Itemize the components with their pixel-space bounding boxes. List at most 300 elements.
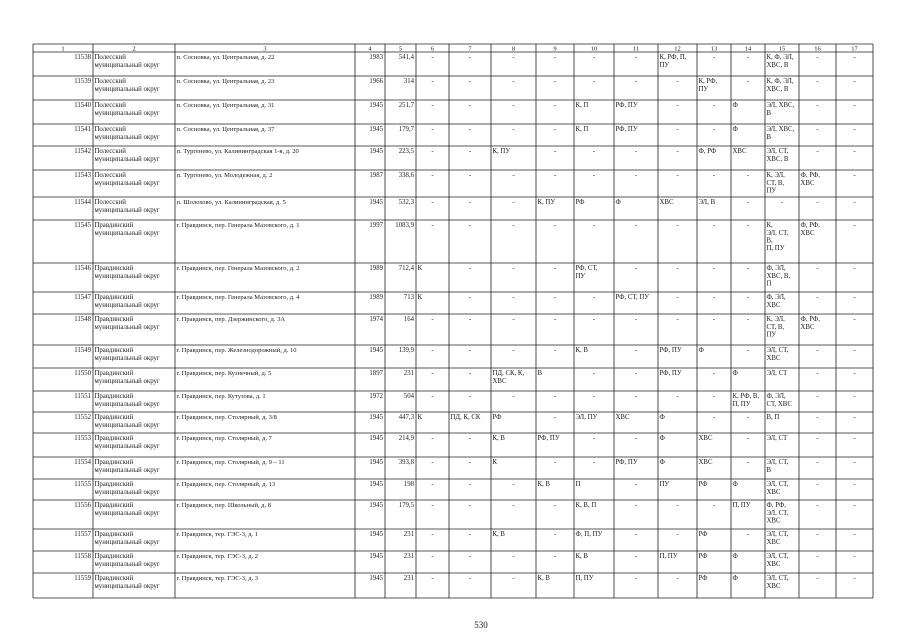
municipality: Правдинский <box>94 575 134 583</box>
municipality: муниципальный округ <box>94 85 160 93</box>
area: 712,4 <box>398 265 414 273</box>
col-12: - <box>676 78 679 86</box>
col-16: - <box>816 347 819 355</box>
col-14: - <box>746 435 750 443</box>
col-13: - <box>712 294 716 302</box>
municipality: Полесский <box>94 172 126 180</box>
col-16: - <box>816 414 819 422</box>
col-13: ХВС <box>698 435 713 443</box>
col-11: - <box>634 370 638 378</box>
col-15: К, Ф, ЭЛ, <box>766 78 794 86</box>
col-16: ХВС <box>800 229 815 237</box>
col-14: П, ПУ <box>732 502 751 510</box>
address: п. Сосновка, ул. Центральная, д. 23 <box>176 78 275 86</box>
col-6: - <box>431 393 434 401</box>
col-10: К, П <box>575 126 589 134</box>
col-16: - <box>816 393 819 401</box>
col-10: К, В <box>575 553 588 561</box>
column-header: 2 <box>132 45 136 53</box>
municipality: муниципальный округ <box>94 466 160 474</box>
municipality: Правдинский <box>94 222 134 230</box>
column-header: 12 <box>674 45 681 53</box>
municipality: муниципальный округ <box>94 377 160 385</box>
year: 1983 <box>369 54 383 62</box>
row-number: 11547 <box>74 294 91 302</box>
col-7: - <box>468 553 472 561</box>
col-7: - <box>468 481 472 489</box>
col-9: - <box>553 222 557 230</box>
column-header: 11 <box>632 45 640 53</box>
col-13: РФ <box>698 553 708 561</box>
year: 1945 <box>369 553 383 561</box>
col-13: - <box>712 502 716 510</box>
col-15: ЭЛ, ХВС, <box>766 126 795 134</box>
column-header: 7 <box>468 45 472 53</box>
col-10: ПУ <box>575 272 586 280</box>
col-9: РФ, ПУ <box>537 435 560 443</box>
col-12: РФ, ПУ <box>659 370 682 378</box>
col-8: К, ПУ <box>492 148 511 156</box>
col-15: СТ, В, <box>766 179 785 187</box>
col-10: - <box>592 294 596 302</box>
col-15: ХВС, В <box>766 85 789 93</box>
col-15: Ф, ЭЛ, <box>766 393 786 401</box>
address: п. Тургенево, ул. Молодежная, д. 2 <box>176 172 273 180</box>
col-11: - <box>634 78 638 86</box>
col-8: - <box>512 347 515 355</box>
col-11: - <box>634 435 638 443</box>
address: г. Правдинск, пер. Столярный, д. 9 – 11 <box>176 459 285 467</box>
col-17: - <box>853 102 856 110</box>
area: 164 <box>403 316 414 324</box>
col-14: - <box>746 222 750 230</box>
area: 314 <box>403 78 414 86</box>
address: г. Правдинск, пер. Дзержинского, д. 3А <box>176 316 286 324</box>
col-15: ХВС <box>766 301 781 309</box>
col-12: - <box>676 393 679 401</box>
municipality: муниципальный округ <box>94 109 160 117</box>
col-14: - <box>746 294 750 302</box>
col-12: - <box>676 265 679 273</box>
col-12: - <box>676 222 679 230</box>
col-16: Ф, РФ, <box>800 172 821 180</box>
col-13: - <box>712 102 716 110</box>
col-17: - <box>853 370 856 378</box>
area: 541,4 <box>398 54 414 62</box>
col-16: - <box>816 148 819 156</box>
col-15: ЭЛ, СТ, <box>766 229 789 237</box>
col-9: - <box>553 414 557 422</box>
col-7: - <box>468 370 472 378</box>
col-6: - <box>431 54 434 62</box>
col-7: - <box>468 502 472 510</box>
address: г. Правдинск, тер. ГЭС-3, д. 3 <box>176 575 259 583</box>
col-15: Ф, РФ, <box>766 502 787 510</box>
row-number: 11539 <box>74 78 91 86</box>
col-14: - <box>746 172 750 180</box>
address: г. Правдинск, пер. Кутузова, д. 1 <box>176 393 266 401</box>
col-13: К, РФ, <box>698 78 718 86</box>
col-17: - <box>853 481 856 489</box>
col-11: - <box>634 553 638 561</box>
year: 1945 <box>369 459 383 467</box>
col-17: - <box>853 265 856 273</box>
col-6: - <box>431 370 434 378</box>
col-17: - <box>853 553 856 561</box>
col-14: Ф <box>732 126 738 134</box>
col-8: - <box>512 199 515 207</box>
col-8: - <box>512 316 515 324</box>
col-17: - <box>853 393 856 401</box>
col-15: ЭЛ, СТ, <box>766 509 789 517</box>
column-header: 9 <box>553 45 557 53</box>
col-15: В <box>766 466 772 474</box>
col-16: - <box>816 54 819 62</box>
area: 1083,9 <box>395 222 414 230</box>
col-15: СТ, ХВС <box>766 400 792 408</box>
col-13: - <box>712 393 716 401</box>
col-13: - <box>712 316 716 324</box>
municipality: Правдинский <box>94 347 134 355</box>
col-16: - <box>816 102 819 110</box>
col-14: Ф <box>732 370 738 378</box>
municipality: муниципальный округ <box>94 538 160 546</box>
col-6: К <box>417 294 423 302</box>
col-14: Ф <box>732 553 738 561</box>
col-14: Ф <box>732 575 738 583</box>
col-14: - <box>746 54 750 62</box>
year: 1945 <box>369 531 383 539</box>
col-15: ЭЛ, СТ, <box>766 459 789 467</box>
col-15: - <box>780 199 784 207</box>
col-8: ХВС <box>492 377 507 385</box>
col-12: - <box>676 316 679 324</box>
col-15: ХВС, В <box>766 61 789 69</box>
col-16: - <box>816 294 819 302</box>
col-10: РФ <box>575 199 585 207</box>
col-12: ПУ <box>659 61 670 69</box>
col-15: В <box>766 109 772 117</box>
municipality: Правдинский <box>94 435 134 443</box>
address: г. Правдинск, пер. Генерала Мазовского, д. 2 <box>176 265 300 273</box>
col-15: ЭЛ, СТ, <box>766 347 789 355</box>
col-16: - <box>816 531 819 539</box>
col-8: - <box>512 481 515 489</box>
area: 447,3 <box>398 414 414 422</box>
municipality: Полесский <box>94 148 126 156</box>
row-number: 11538 <box>74 54 91 62</box>
col-13: - <box>712 54 716 62</box>
year: 1945 <box>369 199 383 207</box>
col-11: - <box>634 172 638 180</box>
municipality: муниципальный округ <box>94 206 160 214</box>
col-6: - <box>431 78 434 86</box>
col-15: К, ЭЛ, <box>766 172 785 180</box>
column-header: 8 <box>511 45 516 53</box>
col-7: - <box>468 148 472 156</box>
col-17: - <box>853 435 856 443</box>
col-17: - <box>853 148 856 156</box>
col-9: - <box>553 294 557 302</box>
col-17: - <box>853 459 856 467</box>
year: 1974 <box>369 316 383 324</box>
col-7: ПД, К, СК <box>450 414 481 422</box>
col-17: - <box>853 414 856 422</box>
col-6: - <box>431 481 434 489</box>
year: 1972 <box>369 393 383 401</box>
col-13: Ф <box>698 347 704 355</box>
col-16: - <box>816 126 819 134</box>
col-9: К, ПУ <box>537 199 556 207</box>
address: г. Правдинск, пер. Столярный, д. 13 <box>176 481 276 489</box>
col-15: СТ, В, <box>766 323 785 331</box>
col-15: ЭЛ, СТ <box>766 370 788 378</box>
col-15: ЭЛ, СТ, <box>766 481 789 489</box>
col-10: - <box>592 370 596 378</box>
col-16: - <box>816 265 819 273</box>
area: 198 <box>403 481 414 489</box>
col-15: ЭЛ, СТ <box>766 435 788 443</box>
address: п. Сосновка, ул. Центральная, д. 31 <box>176 102 275 110</box>
col-15: П <box>766 280 772 288</box>
row-number: 11546 <box>74 265 91 273</box>
municipality: муниципальный округ <box>94 560 160 568</box>
col-9: - <box>553 316 557 324</box>
column-header: 10 <box>590 45 598 53</box>
col-12: - <box>676 172 679 180</box>
col-9: - <box>553 531 557 539</box>
col-17: - <box>853 199 856 207</box>
year: 1945 <box>369 575 383 583</box>
column-header: 13 <box>710 45 718 53</box>
col-14: П, ПУ <box>732 400 751 408</box>
col-7: - <box>468 222 472 230</box>
col-15: ХВС <box>766 488 781 496</box>
year: 1945 <box>369 148 383 156</box>
area: 338,6 <box>398 172 414 180</box>
year: 1945 <box>369 435 383 443</box>
year: 1997 <box>369 222 383 230</box>
col-6: К <box>417 414 423 422</box>
col-15: К, <box>766 222 773 230</box>
col-8: - <box>512 575 515 583</box>
col-6: - <box>431 435 434 443</box>
municipality: Правдинский <box>94 553 134 561</box>
column-header: 4 <box>368 45 372 53</box>
year: 1897 <box>369 370 383 378</box>
col-16: Ф, РФ, <box>800 316 821 324</box>
col-10: РФ, СТ, <box>575 265 598 273</box>
col-15: Ф, ЭЛ, <box>766 265 786 273</box>
col-9: К, В <box>537 481 550 489</box>
column-header: 17 <box>851 45 858 53</box>
col-17: - <box>853 78 856 86</box>
row-number: 11540 <box>74 102 91 110</box>
col-17: - <box>853 294 856 302</box>
col-15: ЭЛ, СТ, <box>766 531 789 539</box>
col-11: - <box>634 148 638 156</box>
col-8: РФ <box>492 414 502 422</box>
col-11: ХВС <box>615 414 630 422</box>
row-number: 11555 <box>74 481 91 489</box>
col-7: - <box>468 575 472 583</box>
col-15: ЭЛ, СТ, <box>766 148 789 156</box>
col-16: - <box>816 575 819 583</box>
col-17: - <box>853 316 856 324</box>
col-9: - <box>553 459 557 467</box>
year: 1945 <box>369 102 383 110</box>
address: г. Правдинск, пер. Генерала Мазовского, д. 1 <box>176 222 300 230</box>
area: 214,9 <box>398 435 414 443</box>
col-10: - <box>592 393 596 401</box>
col-6: - <box>431 531 434 539</box>
municipality: Правдинский <box>94 294 134 302</box>
col-13: - <box>712 126 716 134</box>
row-number: 11552 <box>74 414 91 422</box>
col-9: - <box>553 502 557 510</box>
col-8: - <box>512 126 515 134</box>
col-6: - <box>431 553 434 561</box>
municipality: Полесский <box>94 126 126 134</box>
municipality: Правдинский <box>94 502 134 510</box>
row-number: 11541 <box>74 126 91 134</box>
col-15: ПУ <box>766 187 777 195</box>
col-12: - <box>676 102 679 110</box>
col-8: - <box>512 102 515 110</box>
col-16: - <box>816 370 819 378</box>
col-6: - <box>431 172 434 180</box>
col-17: - <box>853 502 856 510</box>
col-16: - <box>816 481 819 489</box>
col-15: ХВС, В, <box>766 272 791 280</box>
col-8: - <box>512 54 515 62</box>
column-header: 15 <box>778 45 786 53</box>
col-10: К, П <box>575 102 589 110</box>
col-11: - <box>634 316 638 324</box>
col-10: - <box>592 148 596 156</box>
col-9: В <box>537 370 543 378</box>
col-17: - <box>853 172 856 180</box>
municipality: Полесский <box>94 102 126 110</box>
row-number: 11548 <box>74 316 91 324</box>
area: 139,9 <box>398 347 414 355</box>
col-6: - <box>431 148 434 156</box>
year: 1945 <box>369 481 383 489</box>
col-9: - <box>553 54 557 62</box>
municipality: муниципальный округ <box>94 421 160 429</box>
col-12: РФ, ПУ <box>659 347 682 355</box>
municipality: муниципальный округ <box>94 272 160 280</box>
col-9: - <box>553 172 557 180</box>
col-9: - <box>553 148 557 156</box>
municipality: Полесский <box>94 54 126 62</box>
col-16: ХВС <box>800 323 815 331</box>
col-14: - <box>746 316 750 324</box>
col-12: - <box>676 126 679 134</box>
col-15: ЭЛ, СТ, <box>766 575 789 583</box>
municipality: Полесский <box>94 199 126 207</box>
col-7: - <box>468 78 472 86</box>
year: 1966 <box>369 78 383 86</box>
col-14: - <box>746 459 750 467</box>
col-15: В <box>766 133 772 141</box>
row-number: 11556 <box>74 502 91 510</box>
col-10: Ф, П, ПУ <box>575 531 603 539</box>
col-11: - <box>634 393 638 401</box>
col-12: К, РФ, П, <box>659 54 687 62</box>
col-14: - <box>746 265 750 273</box>
municipality: муниципальный округ <box>94 61 160 69</box>
col-11: РФ, ПУ <box>615 459 638 467</box>
year: 1945 <box>369 126 383 134</box>
year: 1945 <box>369 414 383 422</box>
col-8: К <box>492 459 498 467</box>
col-14: Ф <box>732 481 738 489</box>
col-8: - <box>512 294 515 302</box>
page-number: 530 <box>474 620 488 630</box>
col-17: - <box>853 575 856 583</box>
col-13: - <box>712 172 716 180</box>
area: 393,8 <box>398 459 414 467</box>
municipality: муниципальный округ <box>94 354 160 362</box>
row-number: 11558 <box>74 553 91 561</box>
municipality: Правдинский <box>94 316 134 324</box>
address: г. Правдинск, тер. ГЭС-3, д. 2 <box>176 553 259 561</box>
address: п. Сосновка, ул. Центральная, д. 37 <box>176 126 275 134</box>
col-7: - <box>468 294 472 302</box>
col-8: - <box>512 502 515 510</box>
col-8: - <box>512 222 515 230</box>
col-15: К, ЭЛ, <box>766 316 785 324</box>
col-13: ЭЛ, В <box>698 199 716 207</box>
col-12: - <box>676 148 679 156</box>
col-10: ЭЛ, ПУ <box>575 414 598 422</box>
address: г. Правдинск, пер. Столярный, д. 7 <box>176 435 272 443</box>
col-6: - <box>431 347 434 355</box>
col-11: РФ, СТ, ПУ <box>615 294 650 302</box>
row-number: 11551 <box>74 393 91 401</box>
col-11: РФ, ПУ <box>615 126 638 134</box>
col-13: РФ <box>698 531 708 539</box>
address: п. Сосновка, ул. Центральная, д. 22 <box>176 54 275 62</box>
row-number: 11549 <box>74 347 91 355</box>
address: г. Правдинск, пер. Железнодорожный, д. 10 <box>176 347 297 355</box>
col-6: - <box>431 126 434 134</box>
municipality: муниципальный округ <box>94 179 160 187</box>
municipality: Правдинский <box>94 459 134 467</box>
col-11: - <box>634 265 638 273</box>
municipality: муниципальный округ <box>94 488 160 496</box>
col-16: - <box>816 435 819 443</box>
municipality: Правдинский <box>94 393 134 401</box>
col-7: - <box>468 199 472 207</box>
address: г. Правдинск, пер. Столярный, д. 3/8 <box>176 414 277 422</box>
col-12: - <box>676 575 679 583</box>
col-13: - <box>712 222 716 230</box>
col-7: - <box>468 102 472 110</box>
address: п. Тургенево, ул. Калининградская 1-я, д. 20 <box>176 148 299 156</box>
col-10: П <box>575 481 581 489</box>
municipality: муниципальный округ <box>94 301 160 309</box>
col-15: П, ПУ <box>766 245 785 252</box>
col-7: - <box>468 265 472 273</box>
col-10: - <box>592 222 596 230</box>
col-10: - <box>592 459 596 467</box>
municipality: муниципальный округ <box>94 442 160 450</box>
municipality: муниципальный округ <box>94 582 160 590</box>
col-15: В, <box>766 237 773 245</box>
col-14: - <box>746 78 750 86</box>
